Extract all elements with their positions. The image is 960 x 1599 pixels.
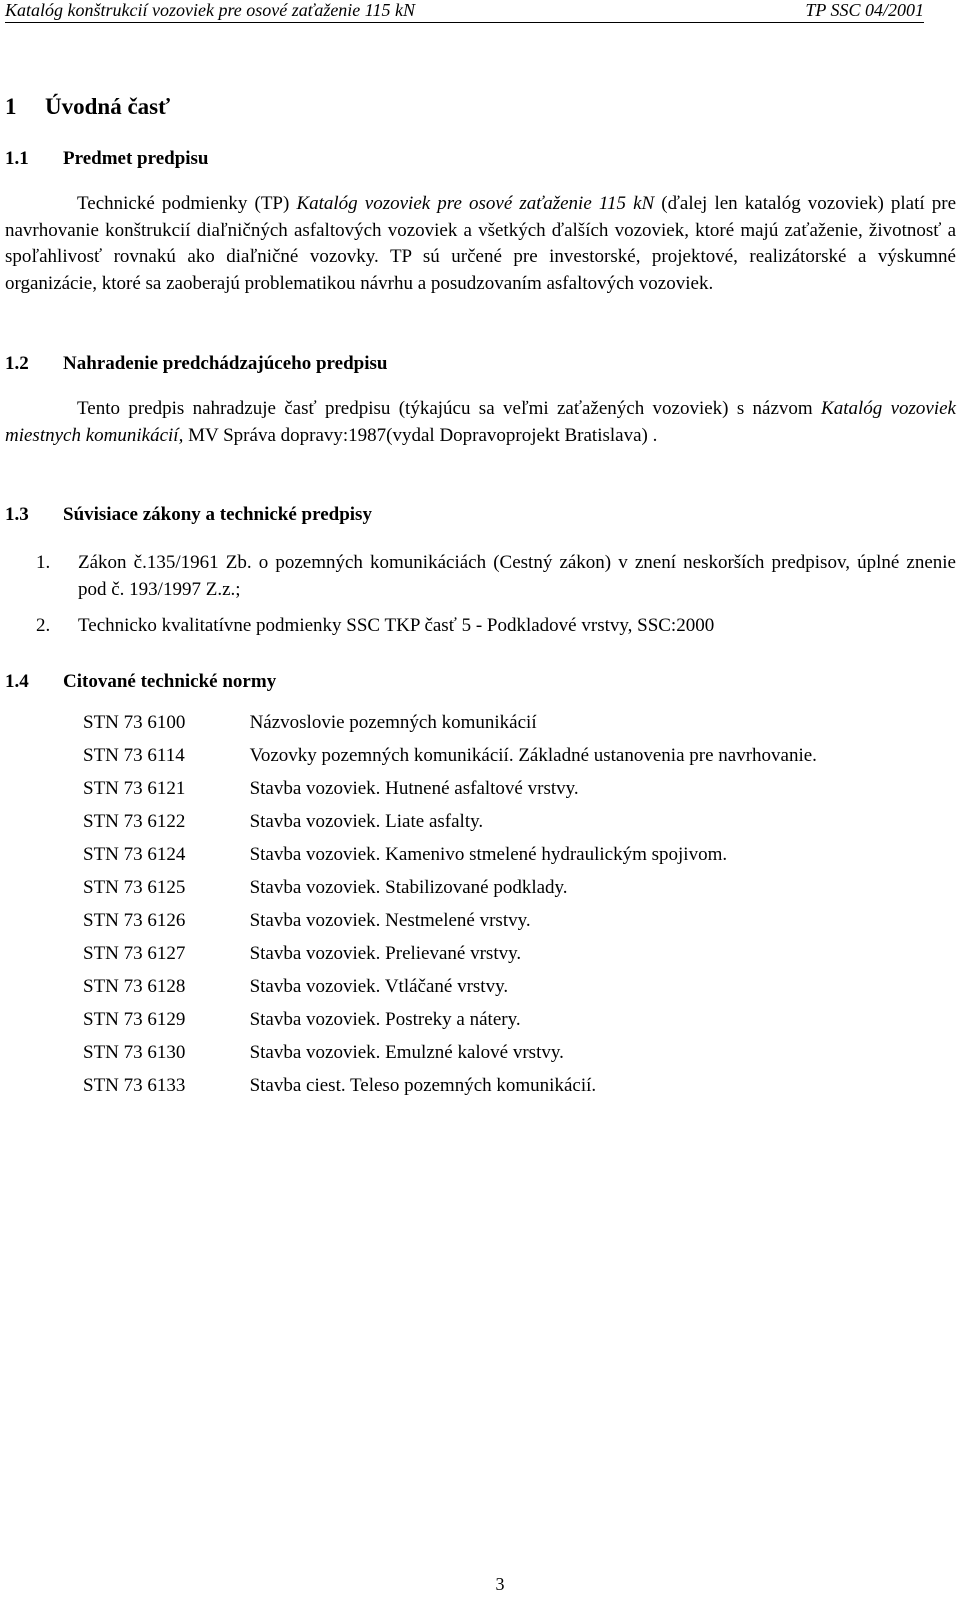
section-number: 1.1 bbox=[5, 148, 29, 169]
related-regulations-list bbox=[36, 550, 956, 650]
section-1-1-heading bbox=[5, 147, 209, 171]
table-row bbox=[83, 842, 843, 875]
table-row bbox=[83, 974, 843, 1007]
section-1-2-heading bbox=[5, 352, 387, 376]
section-title: Citované technické normy bbox=[63, 671, 277, 692]
section-title: Nahradenie predchádzajúceho predpisu bbox=[63, 353, 388, 374]
section-number: 1.2 bbox=[5, 353, 29, 374]
chapter-number: 1 bbox=[5, 94, 17, 119]
standard-title: Stavba vozoviek. Vtláčané vrstvy. bbox=[249, 976, 509, 997]
standard-title: Stavba vozoviek. Postreky a nátery. bbox=[249, 1009, 521, 1030]
section-title: Predmet predpisu bbox=[63, 148, 209, 169]
standard-title: Stavba vozoviek. Stabilizované podklady. bbox=[249, 877, 568, 898]
section-number: 1.4 bbox=[5, 671, 29, 692]
table-row bbox=[83, 908, 843, 941]
standard-title: Stavba vozoviek. Emulzné kalové vrstvy. bbox=[249, 1042, 564, 1063]
cited-standards-table bbox=[83, 710, 843, 1106]
table-row bbox=[83, 1007, 843, 1040]
table-row bbox=[83, 776, 843, 809]
standard-code: STN 73 6100 bbox=[83, 712, 186, 733]
section-1-3-heading bbox=[5, 503, 372, 527]
table-row bbox=[83, 875, 843, 908]
standard-title: Názvoslovie pozemných komunikácií bbox=[249, 712, 537, 733]
table-row bbox=[83, 809, 843, 842]
section-1-1-paragraph: Technické podmienky (TP) Katalóg vozoviek pre osové zaťaženie 115 kN (ďalej len katalóg vozoviek) platí pre navrhovanie konštrukcií diaľničných asfaltových vozoviek a všetkých ďalších vozoviek, ktoré majú zaťaženie, životnosť a spoľahlivosť rovnakú ako diaľničné vozovky. TP sú určené pre investorské, projektové, realizátorské a výskumné organizácie, ktoré sa zaoberajú problematikou návrhu a posudzovaním asfaltových vozoviek. bbox=[5, 193, 957, 294]
chapter-heading bbox=[5, 93, 170, 121]
standard-title: Stavba vozoviek. Nestmelené vrstvy. bbox=[249, 910, 531, 931]
header-document-title: Katalóg konštrukcií vozoviek pre osové zaťaženie 115 kN bbox=[5, 0, 415, 20]
standard-code: STN 73 6129 bbox=[83, 1009, 186, 1030]
list-item: 1. Zákon č.135/1961 Zb. o pozemných komunikáciách (Cestný zákon) v znení neskorších predpisov, úplné znenie pod č. 193/1997 Z.z.; bbox=[36, 552, 956, 600]
standard-code: STN 73 6133 bbox=[83, 1075, 186, 1096]
standard-code: STN 73 6114 bbox=[83, 745, 185, 766]
standard-title: Stavba ciest. Teleso pozemných komunikácií. bbox=[249, 1075, 597, 1096]
list-item: 2. Technicko kvalitatívne podmienky SSC TKP časť 5 - Podkladové vrstvy, SSC:2000 bbox=[36, 615, 715, 636]
replaced-document-italic: Katalóg vozoviek miestnych komunikácií, bbox=[5, 398, 956, 446]
section-1-4-heading bbox=[5, 670, 276, 694]
standard-code: STN 73 6122 bbox=[83, 811, 186, 832]
standard-title: Stavba vozoviek. Kamenivo stmelené hydraulickým spojivom. bbox=[249, 844, 728, 865]
table-row bbox=[83, 1040, 843, 1073]
header-document-code: TP SSC 04/2001 bbox=[805, 0, 924, 20]
standard-code: STN 73 6124 bbox=[83, 844, 186, 865]
standard-title: Stavba vozoviek. Prelievané vrstvy. bbox=[249, 943, 522, 964]
page-number: 3 bbox=[495, 1574, 505, 1594]
chapter-title: Úvodná časť bbox=[45, 94, 171, 119]
standard-title: Vozovky pozemných komunikácií. Základné ustanovenia pre navrhovanie. bbox=[249, 745, 817, 766]
standard-code: STN 73 6125 bbox=[83, 877, 186, 898]
standard-code: STN 73 6126 bbox=[83, 910, 186, 931]
standard-code: STN 73 6121 bbox=[83, 778, 186, 799]
page-header bbox=[5, 0, 924, 23]
standard-code: STN 73 6130 bbox=[83, 1042, 186, 1063]
standard-code: STN 73 6128 bbox=[83, 976, 186, 997]
section-title: Súvisiace zákony a technické predpisy bbox=[63, 504, 372, 525]
catalog-title-italic: Katalóg vozoviek pre osové zaťaženie 115 kN bbox=[296, 193, 655, 214]
standard-title: Stavba vozoviek. Hutnené asfaltové vrstvy. bbox=[249, 778, 579, 799]
table-row bbox=[83, 1073, 843, 1106]
standard-title: Stavba vozoviek. Liate asfalty. bbox=[249, 811, 484, 832]
table-row bbox=[83, 743, 843, 776]
section-1-2-paragraph: Tento predpis nahradzuje časť predpisu (týkajúcu sa veľmi zaťažených vozoviek) s názvom Katalóg vozoviek miestnych komunikácií, MV Správa dopravy:1987(vydal Dopravoprojekt Bratislava) . bbox=[5, 398, 956, 446]
section-number: 1.3 bbox=[5, 504, 29, 525]
table-row bbox=[83, 710, 843, 743]
table-row bbox=[83, 941, 843, 974]
standard-code: STN 73 6127 bbox=[83, 943, 186, 964]
